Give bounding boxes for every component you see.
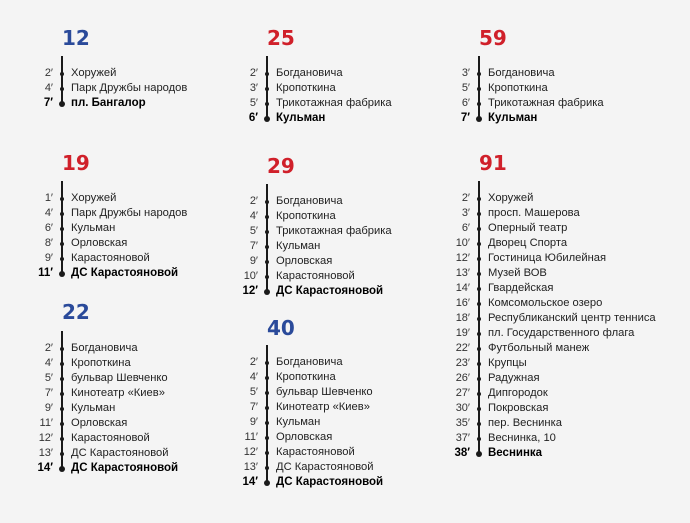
stop-dot [477, 212, 481, 216]
stop-name: Радужная [488, 372, 540, 384]
stop-time: 2′ [249, 356, 258, 368]
stop-time: 7′ [44, 387, 53, 399]
stop-dot [477, 302, 481, 306]
stop-time: 3′ [461, 67, 470, 79]
stop-dot [265, 361, 269, 365]
stop-name: Гостиница Юбилейная [488, 252, 607, 264]
stop-name: Республиканский центр тенниса [488, 312, 656, 324]
stop-time: 4′ [44, 207, 53, 219]
stop-dot [265, 436, 269, 440]
stop-time: 5′ [44, 372, 53, 384]
stop-time: 9′ [249, 255, 258, 267]
stop-dot [60, 407, 64, 411]
stop-dot [477, 362, 481, 366]
stop-name: Кинотеатр «Киев» [276, 401, 370, 413]
stop-dot [60, 392, 64, 396]
stop-dot [265, 421, 269, 425]
stop-name: Комсомольское озеро [488, 297, 603, 309]
stop-dot [59, 271, 65, 277]
stop-name: ДС Карастояновой [71, 462, 179, 474]
stop-dot [477, 272, 481, 276]
stop-time: 12′ [455, 252, 470, 264]
stop-dot [60, 452, 64, 456]
stop-time: 10′ [455, 237, 470, 249]
stop-time: 19′ [455, 327, 470, 339]
stop-time: 6′ [461, 97, 470, 109]
stop-dot [265, 260, 269, 264]
stop-dot [59, 466, 65, 472]
stop-dot [264, 116, 270, 122]
stop-time: 6′ [461, 222, 470, 234]
stop-dot [265, 466, 269, 470]
stop-name: Хоружей [488, 192, 534, 204]
stop-name: Кульман [488, 112, 538, 124]
stop-dot [60, 257, 64, 261]
stop-time: 5′ [249, 97, 258, 109]
stop-time: 35′ [455, 417, 470, 429]
stop-time: 7′ [460, 112, 470, 124]
stop-name: ДС Карастояновой [71, 447, 169, 459]
stop-name: Кульман [71, 222, 116, 234]
stop-time: 9′ [249, 416, 258, 428]
stop-dot [265, 102, 269, 106]
stop-time: 1′ [44, 192, 53, 204]
route-number: 25 [267, 26, 295, 50]
stop-name: Богдановича [276, 195, 343, 207]
stop-dot [265, 451, 269, 455]
stop-name: пл. Государственного флага [488, 327, 635, 339]
stop-time: 11′ [244, 431, 258, 443]
stop-name: Карастояновой [276, 446, 355, 458]
stop-time: 9′ [44, 402, 53, 414]
stop-dot [60, 197, 64, 201]
stop-name: ДС Карастояновой [71, 267, 179, 279]
stop-dot [60, 212, 64, 216]
stop-dot [60, 362, 64, 366]
stop-dot [265, 376, 269, 380]
stop-time: 37′ [455, 432, 470, 444]
stop-name: Веснинка, 10 [488, 432, 556, 444]
stop-time: 8′ [44, 237, 53, 249]
stop-dot [265, 406, 269, 410]
stop-dot [60, 227, 64, 231]
stop-name: Покровская [488, 402, 549, 414]
stop-time: 12′ [242, 285, 258, 297]
stop-dot [477, 197, 481, 201]
stop-time: 38′ [454, 447, 470, 459]
stop-name: Богдановича [71, 342, 138, 354]
stop-name: Кропоткина [71, 357, 131, 369]
stop-dot [477, 407, 481, 411]
stop-time: 2′ [44, 67, 53, 79]
route-line [266, 345, 268, 483]
stop-dot [476, 451, 482, 457]
stop-dot [60, 377, 64, 381]
stop-dot [477, 347, 481, 351]
stop-time: 13′ [38, 447, 53, 459]
stop-time: 16′ [455, 297, 470, 309]
route-number: 29 [267, 154, 295, 178]
stop-dot [60, 422, 64, 426]
stop-dot [477, 437, 481, 441]
stop-name: Карастояновой [276, 270, 355, 282]
stop-time: 10′ [243, 270, 258, 282]
stop-name: Кропоткина [276, 82, 336, 94]
stop-name: Богдановича [276, 356, 343, 368]
stop-dot [477, 87, 481, 91]
stop-name: Оперный театр [488, 222, 568, 234]
stop-dot [265, 87, 269, 91]
stop-time: 5′ [461, 82, 470, 94]
stop-time: 7′ [43, 97, 53, 109]
route-number: 12 [62, 26, 90, 50]
stop-name: Музей ВОВ [488, 267, 547, 279]
stop-dot [60, 72, 64, 76]
stop-name: Веснинка [488, 447, 543, 459]
stop-dot [477, 422, 481, 426]
stop-name: Кульман [276, 416, 321, 428]
stop-name: просп. Машерова [488, 207, 580, 219]
stop-dot [60, 347, 64, 351]
stop-dot [477, 377, 481, 381]
stop-name: Кропоткина [276, 210, 336, 222]
stop-name: Кульман [71, 402, 116, 414]
stop-name: Богдановича [276, 67, 343, 79]
stop-time: 2′ [249, 67, 258, 79]
stop-dot [59, 101, 65, 107]
stop-time: 5′ [249, 386, 258, 398]
stop-name: Трикотажная фабрика [276, 97, 392, 109]
stop-dot [265, 275, 269, 279]
stop-time: 22′ [455, 342, 470, 354]
route-number: 19 [62, 151, 90, 175]
stop-name: пл. Бангалор [71, 97, 146, 109]
stop-time: 6′ [44, 222, 53, 234]
stop-time: 14′ [242, 476, 258, 488]
stop-dot [264, 289, 270, 295]
stop-name: Кропоткина [488, 82, 548, 94]
stop-time: 4′ [44, 357, 53, 369]
stop-name: Орловская [71, 237, 128, 249]
stop-time: 7′ [249, 240, 258, 252]
stop-dot [477, 287, 481, 291]
stop-name: Кинотеатр «Киев» [71, 387, 165, 399]
stop-time: 26′ [455, 372, 470, 384]
stop-name: Трикотажная фабрика [276, 225, 392, 237]
stop-name: Кульман [276, 240, 321, 252]
stop-time: 27′ [455, 387, 470, 399]
stop-name: Трикотажная фабрика [488, 97, 604, 109]
stop-dot [265, 200, 269, 204]
stop-name: Богдановича [488, 67, 555, 79]
stop-name: Карастояновой [71, 252, 150, 264]
stop-time: 12′ [243, 446, 258, 458]
stop-time: 14′ [37, 462, 53, 474]
stop-dot [265, 230, 269, 234]
stop-time: 2′ [249, 195, 258, 207]
stop-time: 9′ [44, 252, 53, 264]
stop-dot [477, 317, 481, 321]
stop-name: бульвар Шевченко [71, 372, 168, 384]
stop-dot [477, 227, 481, 231]
stop-time: 2′ [461, 192, 470, 204]
stop-name: Футбольный манеж [488, 342, 590, 354]
stop-dot [477, 257, 481, 261]
stop-dot [60, 87, 64, 91]
stop-name: Парк Дружбы народов [71, 82, 188, 94]
stop-name: Дипгородок [488, 387, 548, 399]
stop-time: 3′ [461, 207, 470, 219]
stop-dot [477, 392, 481, 396]
stop-name: Карастояновой [71, 432, 150, 444]
stop-name: Дворец Спорта [488, 237, 568, 249]
stop-dot [476, 116, 482, 122]
stop-time: 5′ [249, 225, 258, 237]
stop-dot [265, 72, 269, 76]
stop-name: Крупцы [488, 357, 527, 369]
stop-dot [477, 332, 481, 336]
stop-time: 7′ [249, 401, 258, 413]
stop-time: 4′ [44, 82, 53, 94]
route-number: 59 [479, 26, 507, 50]
stop-name: Хоружей [71, 67, 117, 79]
stop-name: Орловская [71, 417, 128, 429]
stop-name: ДС Карастояновой [276, 476, 384, 488]
stop-time: 18′ [455, 312, 470, 324]
route-line [61, 56, 63, 104]
route-number: 40 [267, 316, 295, 340]
stop-time: 23′ [455, 357, 470, 369]
stop-time: 6′ [248, 112, 258, 124]
stop-name: Орловская [276, 255, 333, 267]
stop-time: 14′ [455, 282, 470, 294]
stop-name: Хоружей [71, 192, 117, 204]
stop-dot [264, 480, 270, 486]
stop-time: 13′ [243, 461, 258, 473]
stop-time: 4′ [249, 210, 258, 222]
stop-dot [477, 102, 481, 106]
stop-dot [477, 242, 481, 246]
route-number: 22 [62, 300, 90, 324]
stop-time: 11′ [38, 267, 53, 279]
stop-name: Гвардейская [488, 282, 554, 294]
stop-name: ДС Карастояновой [276, 461, 374, 473]
stop-name: пер. Веснинка [488, 417, 562, 429]
stop-name: Парк Дружбы народов [71, 207, 188, 219]
stop-name: Орловская [276, 431, 333, 443]
stop-name: Кропоткина [276, 371, 336, 383]
stop-dot [60, 242, 64, 246]
stop-time: 30′ [455, 402, 470, 414]
stop-time: 13′ [455, 267, 470, 279]
route-line [61, 331, 63, 469]
stop-time: 11′ [39, 417, 53, 429]
stop-dot [265, 391, 269, 395]
stop-dot [265, 245, 269, 249]
stop-time: 3′ [249, 82, 258, 94]
stop-name: Кульман [276, 112, 326, 124]
stop-name: ДС Карастояновой [276, 285, 384, 297]
stop-dot [60, 437, 64, 441]
route-number: 91 [479, 151, 507, 175]
stop-time: 12′ [38, 432, 53, 444]
stop-dot [265, 215, 269, 219]
stop-dot [477, 72, 481, 76]
stop-time: 4′ [249, 371, 258, 383]
stop-name: бульвар Шевченко [276, 386, 373, 398]
stop-time: 2′ [44, 342, 53, 354]
